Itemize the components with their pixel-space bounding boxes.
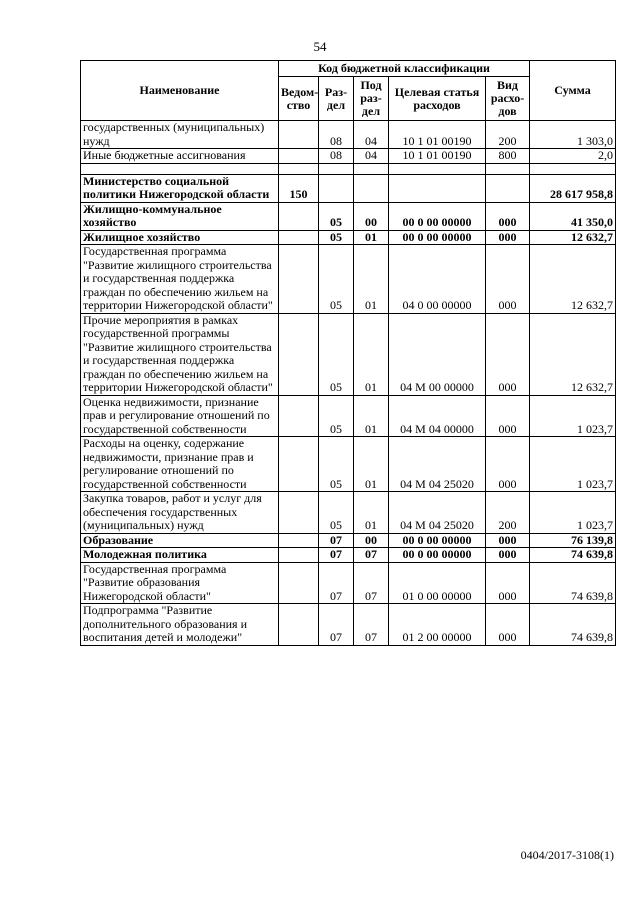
cell-vid-rashodov: 000 — [486, 245, 530, 314]
cell-sum: 12 632,7 — [530, 230, 616, 245]
cell-name: Подпрограмма "Развитие дополнительного образования и воспитания детей и молодежи" — [81, 604, 279, 646]
cell-sum: 1 023,7 — [530, 395, 616, 437]
cell-name: Жилищное хозяйство — [81, 230, 279, 245]
table-row — [81, 437, 616, 492]
cell-name — [81, 163, 279, 174]
cell-razdel: 08 — [319, 149, 354, 164]
cell-vid-rashodov — [486, 163, 530, 174]
cell-podrazdel — [354, 174, 389, 202]
cell-vid-rashodov: 000 — [486, 202, 530, 230]
header-budget-classification: Код бюджетной классификации — [279, 61, 530, 77]
table-row — [81, 604, 616, 646]
cell-sum: 1 023,7 — [530, 492, 616, 534]
cell-vid-rashodov: 000 — [486, 533, 530, 548]
header-podrazdel: Под раз-дел — [354, 77, 389, 121]
cell-vid-rashodov: 000 — [486, 395, 530, 437]
cell-razdel — [319, 163, 354, 174]
cell-sum: 74 639,8 — [530, 604, 616, 646]
header-vid-rashodov: Вид расхо-дов — [486, 77, 530, 121]
cell-vid-rashodov: 200 — [486, 121, 530, 149]
table-row — [81, 313, 616, 395]
cell-vid-rashodov: 200 — [486, 492, 530, 534]
cell-razdel: 07 — [319, 604, 354, 646]
header-celevaya-statya: Целевая статья расходов — [389, 77, 486, 121]
table-row — [81, 202, 616, 230]
cell-vedomstvo — [279, 163, 319, 174]
cell-vid-rashodov: 000 — [486, 313, 530, 395]
cell-podrazdel — [354, 163, 389, 174]
cell-sum: 1 023,7 — [530, 437, 616, 492]
table-row — [81, 174, 616, 202]
cell-vedomstvo — [279, 604, 319, 646]
cell-name: Государственная программа "Развитие жилищного строительства и государственная поддержка граждан по обеспечению жильем на территории Нижегородской области" — [81, 245, 279, 314]
cell-vid-rashodov: 000 — [486, 230, 530, 245]
cell-vedomstvo — [279, 437, 319, 492]
cell-celevaya-statya: 00 0 00 00000 — [389, 548, 486, 563]
cell-name: Прочие мероприятия в рамках государственной программы "Развитие жилищного строительства и государственная поддержка граждан по обеспечению жильем на территории Нижегородской области" — [81, 313, 279, 395]
cell-name: Министерство социальной политики Нижегородской области — [81, 174, 279, 202]
page-number: 54 — [313, 39, 327, 54]
budget-table — [80, 60, 616, 646]
cell-vedomstvo — [279, 149, 319, 164]
cell-podrazdel: 07 — [354, 604, 389, 646]
cell-name: Государственная программа "Развитие образования Нижегородской области" — [81, 562, 279, 604]
cell-vedomstvo: 150 — [279, 174, 319, 202]
cell-celevaya-statya — [389, 174, 486, 202]
cell-celevaya-statya: 04 М 04 25020 — [389, 492, 486, 534]
cell-vedomstvo — [279, 562, 319, 604]
header-vedomstvo: Ведом-ство — [279, 77, 319, 121]
cell-sum: 28 617 958,8 — [530, 174, 616, 202]
cell-celevaya-statya: 01 0 00 00000 — [389, 562, 486, 604]
cell-vid-rashodov: 000 — [486, 548, 530, 563]
cell-podrazdel: 07 — [354, 548, 389, 563]
cell-podrazdel: 00 — [354, 202, 389, 230]
cell-razdel: 08 — [319, 121, 354, 149]
cell-razdel: 05 — [319, 492, 354, 534]
cell-sum: 76 139,8 — [530, 533, 616, 548]
cell-podrazdel: 01 — [354, 492, 389, 534]
document-code: 0404/2017-3108(1) — [520, 848, 614, 862]
table-row — [81, 395, 616, 437]
table-row — [81, 533, 616, 548]
table-row — [81, 492, 616, 534]
cell-razdel — [319, 174, 354, 202]
cell-vid-rashodov: 800 — [486, 149, 530, 164]
cell-razdel: 07 — [319, 548, 354, 563]
cell-vid-rashodov — [486, 174, 530, 202]
table-row — [81, 121, 616, 149]
cell-podrazdel: 01 — [354, 437, 389, 492]
header-name: Наименование — [81, 61, 279, 121]
cell-celevaya-statya: 04 М 04 25020 — [389, 437, 486, 492]
cell-razdel: 05 — [319, 230, 354, 245]
cell-name: Жилищно-коммунальное хозяйство — [81, 202, 279, 230]
cell-celevaya-statya: 04 М 00 00000 — [389, 313, 486, 395]
cell-vedomstvo — [279, 492, 319, 534]
cell-sum: 12 632,7 — [530, 313, 616, 395]
table-row — [81, 163, 616, 174]
cell-podrazdel: 00 — [354, 533, 389, 548]
cell-podrazdel: 01 — [354, 230, 389, 245]
cell-vedomstvo — [279, 202, 319, 230]
table-row — [81, 230, 616, 245]
cell-podrazdel: 01 — [354, 245, 389, 314]
cell-podrazdel: 04 — [354, 149, 389, 164]
cell-razdel: 05 — [319, 313, 354, 395]
cell-celevaya-statya: 00 0 00 00000 — [389, 533, 486, 548]
cell-sum: 1 303,0 — [530, 121, 616, 149]
table-row — [81, 149, 616, 164]
cell-sum: 2,0 — [530, 149, 616, 164]
cell-podrazdel: 04 — [354, 121, 389, 149]
cell-sum: 74 639,8 — [530, 548, 616, 563]
cell-podrazdel: 07 — [354, 562, 389, 604]
cell-sum: 74 639,8 — [530, 562, 616, 604]
cell-name: государственных (муниципальных) нужд — [81, 121, 279, 149]
cell-razdel: 05 — [319, 202, 354, 230]
cell-name: Иные бюджетные ассигнования — [81, 149, 279, 164]
cell-celevaya-statya: 10 1 01 00190 — [389, 121, 486, 149]
cell-razdel: 05 — [319, 395, 354, 437]
cell-vedomstvo — [279, 533, 319, 548]
cell-razdel: 05 — [319, 245, 354, 314]
cell-sum: 41 350,0 — [530, 202, 616, 230]
cell-razdel: 07 — [319, 562, 354, 604]
cell-podrazdel: 01 — [354, 313, 389, 395]
cell-name: Молодежная политика — [81, 548, 279, 563]
cell-celevaya-statya: 01 2 00 00000 — [389, 604, 486, 646]
header-razdel: Раз-дел — [319, 77, 354, 121]
cell-name: Закупка товаров, работ и услуг для обеспечения государственных (муниципальных) нужд — [81, 492, 279, 534]
cell-celevaya-statya: 00 0 00 00000 — [389, 230, 486, 245]
header-sum: Сумма — [530, 61, 616, 121]
cell-celevaya-statya — [389, 163, 486, 174]
cell-name: Расходы на оценку, содержание недвижимости, признание прав и регулирование отношений по государственной собственности — [81, 437, 279, 492]
cell-name: Оценка недвижимости, признание прав и регулирование отношений по государственной собственности — [81, 395, 279, 437]
cell-vedomstvo — [279, 245, 319, 314]
cell-razdel: 07 — [319, 533, 354, 548]
cell-sum: 12 632,7 — [530, 245, 616, 314]
cell-vid-rashodov: 000 — [486, 604, 530, 646]
cell-name: Образование — [81, 533, 279, 548]
cell-celevaya-statya: 00 0 00 00000 — [389, 202, 486, 230]
cell-vedomstvo — [279, 121, 319, 149]
cell-podrazdel: 01 — [354, 395, 389, 437]
cell-celevaya-statya: 04 М 04 00000 — [389, 395, 486, 437]
cell-celevaya-statya: 04 0 00 00000 — [389, 245, 486, 314]
cell-vedomstvo — [279, 395, 319, 437]
cell-sum — [530, 163, 616, 174]
cell-celevaya-statya: 10 1 01 00190 — [389, 149, 486, 164]
cell-razdel: 05 — [319, 437, 354, 492]
table-body — [81, 121, 616, 646]
table-row — [81, 562, 616, 604]
cell-vid-rashodov: 000 — [486, 562, 530, 604]
cell-vedomstvo — [279, 313, 319, 395]
table-row — [81, 548, 616, 563]
table-row — [81, 245, 616, 314]
cell-vedomstvo — [279, 548, 319, 563]
cell-vid-rashodov: 000 — [486, 437, 530, 492]
cell-vedomstvo — [279, 230, 319, 245]
